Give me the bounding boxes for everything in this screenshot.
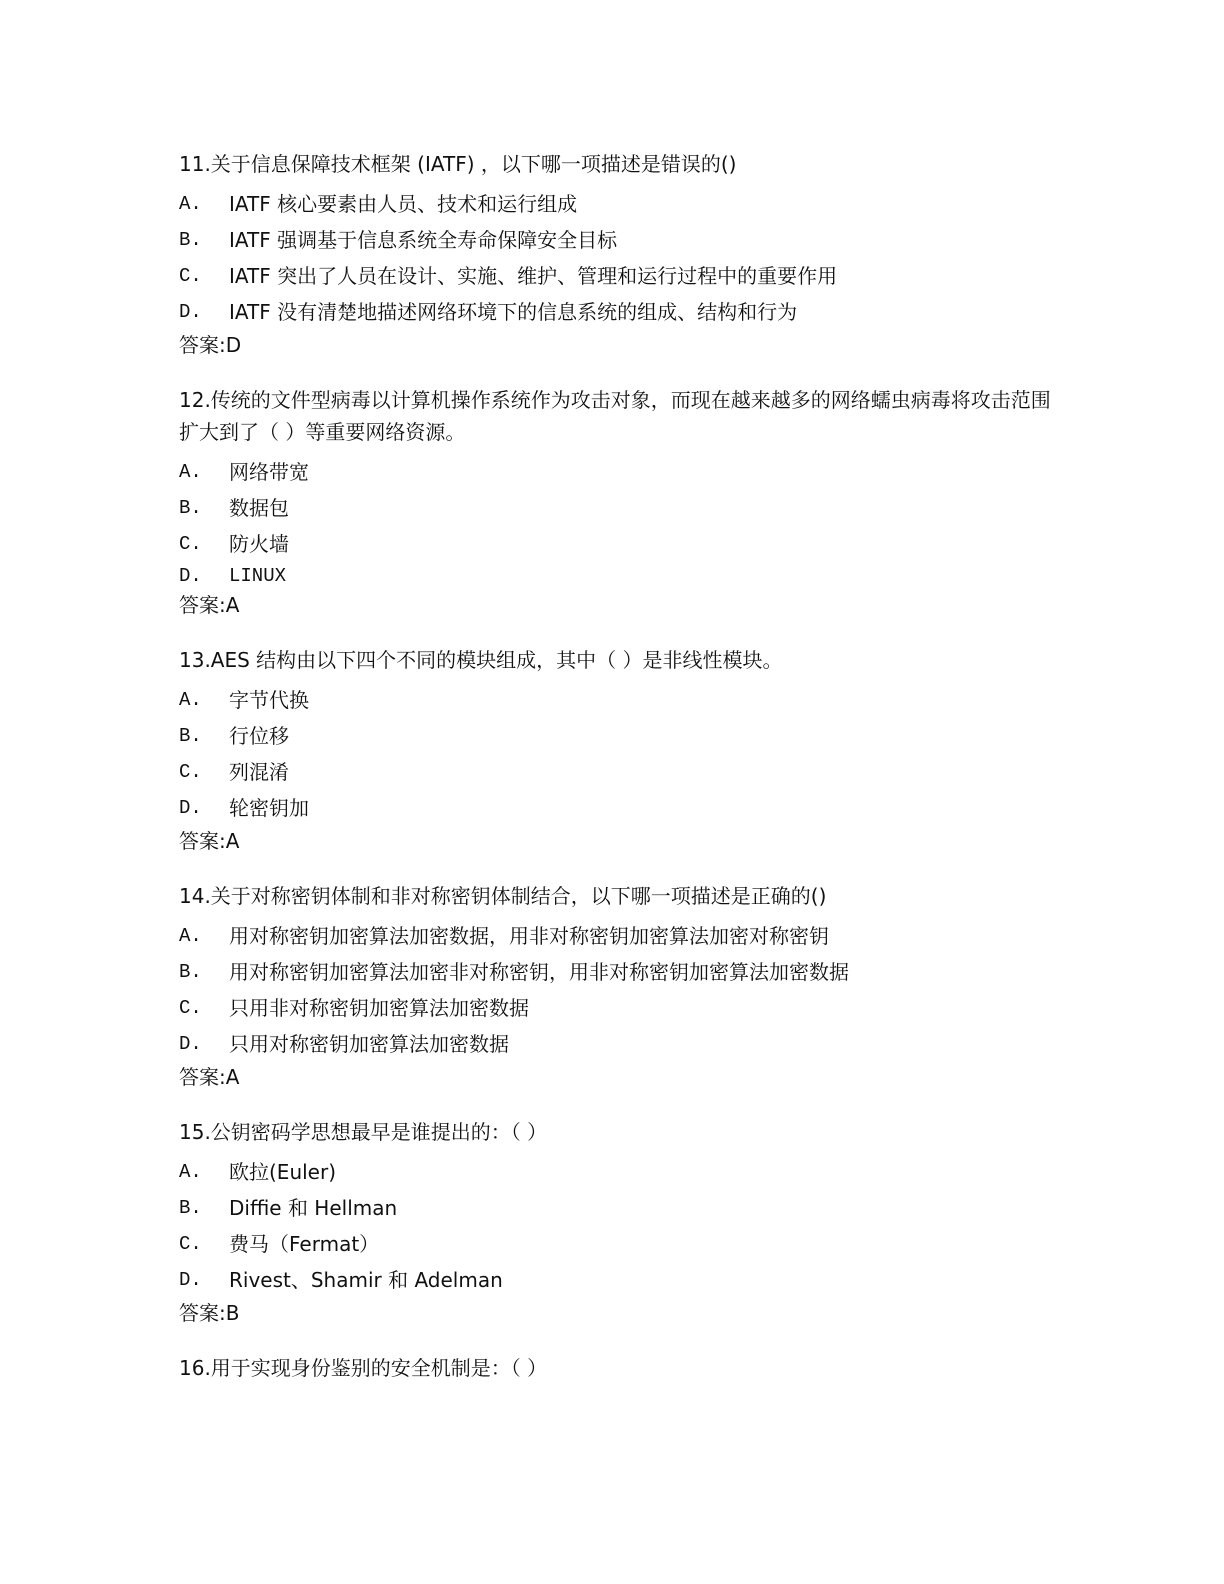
question-11 [179, 148, 1059, 360]
question-12 [179, 384, 1059, 620]
option-text: 用对称密钥加密算法加密非对称密钥，用非对称密钥加密算法加密数据 [229, 960, 849, 984]
option-d [179, 790, 1059, 826]
option-letter: B. [179, 497, 202, 519]
option-d [179, 1262, 1059, 1298]
option-letter: C. [179, 997, 202, 1019]
question-stem: 16.用于实现身份鉴别的安全机制是：（ ） [179, 1356, 548, 1380]
option-text: 列混淆 [229, 760, 289, 784]
option-letter: C. [179, 533, 202, 555]
option-c [179, 258, 1059, 294]
answer-line: 答案:A [179, 1065, 240, 1089]
option-letter: B. [179, 1197, 202, 1219]
option-text: 字节代换 [229, 688, 309, 712]
option-a [179, 186, 1059, 222]
option-text: LINUX [229, 565, 287, 587]
option-text: 欧拉(Euler) [229, 1160, 337, 1184]
option-text: 网络带宽 [229, 460, 309, 484]
option-text: 轮密钥加 [229, 796, 309, 820]
answer-line: 答案:A [179, 593, 240, 617]
option-letter: A. [179, 689, 202, 711]
option-c [179, 990, 1059, 1026]
option-letter: A. [179, 193, 202, 215]
option-b [179, 222, 1059, 258]
option-letter: D. [179, 301, 202, 323]
option-text: Rivest、Shamir 和 Adelman [229, 1268, 503, 1292]
option-letter: C. [179, 761, 202, 783]
question-stem: 11.关于信息保障技术框架 (IATF) ，以下哪一项描述是错误的() [179, 152, 737, 176]
option-letter: D. [179, 797, 202, 819]
answer-line: 答案:D [179, 333, 242, 357]
option-c [179, 1226, 1059, 1262]
option-text: 防火墙 [229, 532, 289, 556]
option-letter: D. [179, 565, 202, 587]
option-letter: A. [179, 461, 202, 483]
option-text: IATF 突出了人员在设计、实施、维护、管理和运行过程中的重要作用 [229, 264, 838, 288]
option-letter: D. [179, 1269, 202, 1291]
option-b [179, 718, 1059, 754]
answer-line: 答案:A [179, 829, 240, 853]
question-stem: 13.AES 结构由以下四个不同的模块组成，其中（ ）是非线性模块。 [179, 648, 783, 672]
option-c [179, 754, 1059, 790]
option-letter: C. [179, 265, 202, 287]
option-text: 只用非对称密钥加密算法加密数据 [229, 996, 529, 1020]
option-text: IATF 强调基于信息系统全寿命保障安全目标 [229, 228, 618, 252]
option-d [179, 562, 1059, 590]
question-13 [179, 644, 1059, 856]
question-16 [179, 1352, 1059, 1384]
option-text: IATF 没有清楚地描述网络环境下的信息系统的组成、结构和行为 [229, 300, 798, 324]
option-text: 行位移 [229, 724, 289, 748]
option-text: 费马（Fermat） [229, 1232, 380, 1256]
option-b [179, 954, 1059, 990]
option-d [179, 294, 1059, 330]
option-b [179, 490, 1059, 526]
option-b [179, 1190, 1059, 1226]
question-stem: 12.传统的文件型病毒以计算机操作系统作为攻击对象，而现在越来越多的网络蠕虫病毒将攻击范围扩大到了（ ）等重要网络资源。 [179, 388, 1051, 444]
option-a [179, 918, 1059, 954]
answer-line: 答案:B [179, 1301, 240, 1325]
option-d [179, 1026, 1059, 1062]
option-a [179, 1154, 1059, 1190]
option-c [179, 526, 1059, 562]
question-stem: 15.公钥密码学思想最早是谁提出的：（ ） [179, 1120, 548, 1144]
option-text: Diffie 和 Hellman [229, 1196, 398, 1220]
option-a [179, 454, 1059, 490]
option-letter: B. [179, 229, 202, 251]
option-text: IATF 核心要素由人员、技术和运行组成 [229, 192, 578, 216]
option-letter: A. [179, 1161, 202, 1183]
question-15 [179, 1116, 1059, 1328]
option-letter: B. [179, 961, 202, 983]
option-letter: D. [179, 1033, 202, 1055]
option-text: 用对称密钥加密算法加密数据，用非对称密钥加密算法加密对称密钥 [229, 924, 829, 948]
option-text: 数据包 [229, 496, 289, 520]
option-text: 只用对称密钥加密算法加密数据 [229, 1032, 509, 1056]
option-a [179, 682, 1059, 718]
question-stem: 14.关于对称密钥体制和非对称密钥体制结合，以下哪一项描述是正确的() [179, 884, 827, 908]
option-letter: C. [179, 1233, 202, 1255]
document-page [179, 148, 1059, 1408]
option-letter: B. [179, 725, 202, 747]
option-letter: A. [179, 925, 202, 947]
question-14 [179, 880, 1059, 1092]
